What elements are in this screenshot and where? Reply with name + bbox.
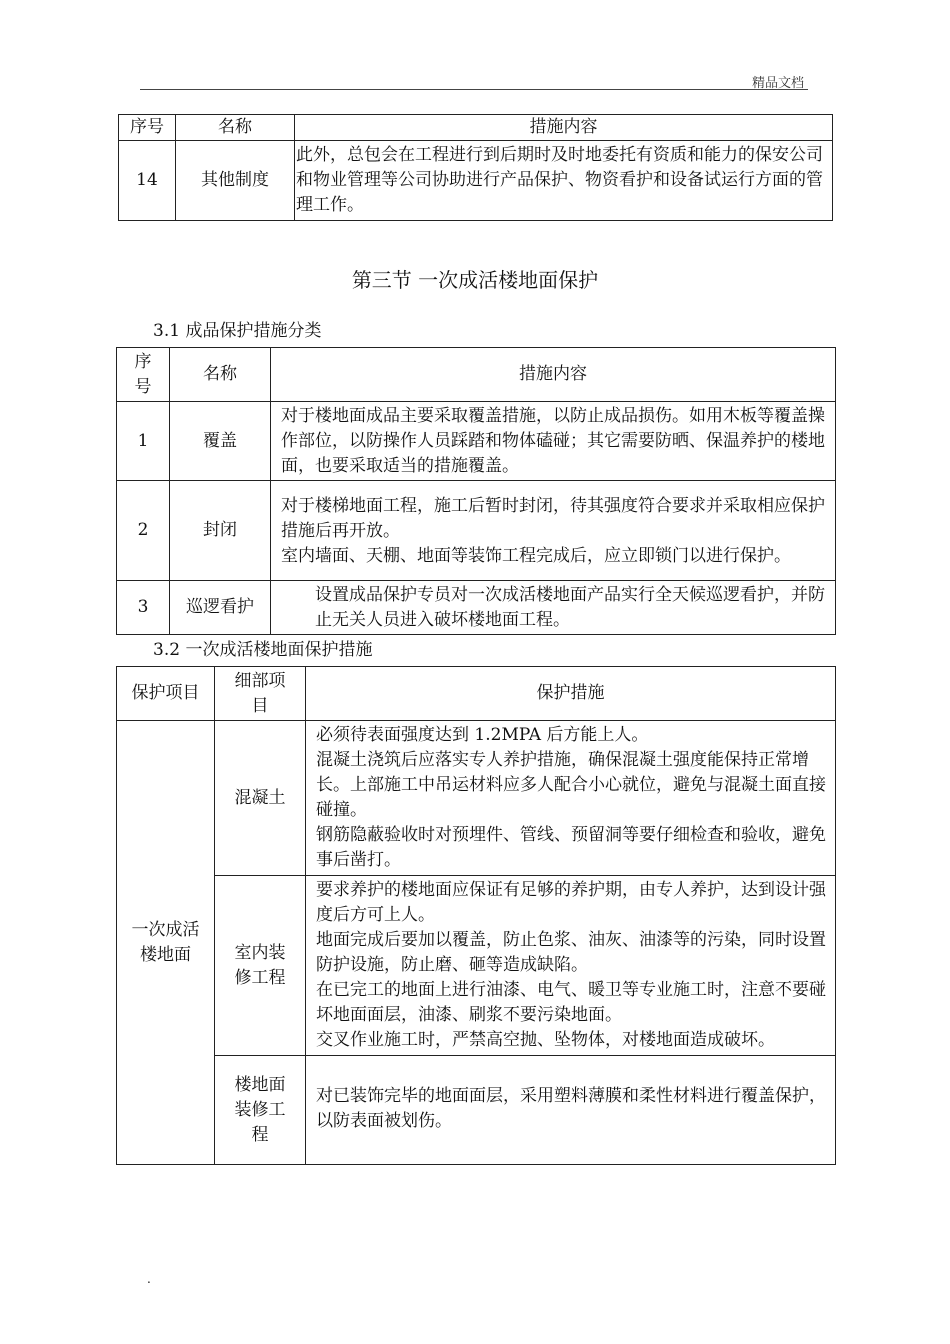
paragraph: 对于楼梯地面工程，施工后暂时封闭，待其强度符合要求并采取相应保护措施后再开放。: [281, 495, 825, 541]
header-cell-name: 名称: [170, 348, 271, 402]
paragraph: 交叉作业施工时，严禁高空抛、坠物体，对楼地面造成破坏。: [316, 1030, 775, 1050]
header-cell-name: 名称: [176, 115, 295, 141]
table-row: [117, 721, 836, 876]
group-cell: 一次成活楼地面: [117, 721, 215, 1165]
header-cell-content: 措施内容: [295, 115, 833, 141]
cell-content: [271, 581, 836, 635]
table-header-row: [117, 348, 836, 402]
table-row: [119, 141, 833, 221]
table-row: [117, 402, 836, 481]
header-cell-no: 序号: [117, 348, 170, 402]
cell-no: 14: [119, 141, 176, 221]
subsection-title-1: 3.1 成品保护措施分类: [153, 321, 322, 341]
footer-mark: .: [147, 1272, 151, 1286]
paragraph: 必须待表面强度达到 1.2MPA 后方能上人。: [316, 725, 649, 745]
cell-content: [271, 402, 836, 481]
paragraph: 要求养护的楼地面应保证有足够的养护期，由专人养护，达到设计强度后方可上人。: [316, 880, 826, 925]
cell-name: 封闭: [170, 481, 271, 581]
cell-no: 1: [117, 402, 170, 481]
cell-subitem: 混凝土: [215, 721, 306, 876]
table-row: [117, 481, 836, 581]
table-row: [117, 876, 836, 1056]
paragraph: 设置成品保护专员对一次成活楼地面产品实行全天候巡逻看护，并防止无关人员进入破坏楼地面工程。: [315, 585, 825, 630]
table-header-row: [117, 667, 836, 721]
paragraph: 地面完成后要加以覆盖，防止色浆、油灰、油漆等的污染，同时设置防护设施，防止磨、砸等造成缺陷。: [316, 930, 826, 975]
header-rule: [140, 89, 808, 90]
cell-measures: [306, 721, 836, 876]
table-continued: [118, 114, 833, 221]
cell-measures: [306, 1056, 836, 1165]
paragraph: 对于楼地面成品主要采取覆盖措施，以防止成品损伤。如用木板等覆盖操作部位，以防操作人员踩踏和物体磕碰；其它需要防晒、保温养护的楼地面，也要采取适当的措施覆盖。: [281, 406, 825, 476]
cell-no: 2: [117, 481, 170, 581]
cell-name: 巡逻看护: [170, 581, 271, 635]
cell-name: 其他制度: [176, 141, 295, 221]
section-title: 第三节 一次成活楼地面保护: [351, 268, 599, 292]
paragraph: 混凝土浇筑后应落实专人养护措施，确保混凝土强度能保持正常增长。上部施工中吊运材料应多人配合小心就位，避免与混凝土面直接碰撞。: [316, 750, 826, 820]
header-cell-no: 序号: [119, 115, 176, 141]
protection-measures-table: [116, 666, 836, 1165]
paragraph: 室内墙面、天棚、地面等装饰工程完成后，应立即锁门以进行保护。: [281, 545, 791, 566]
protection-category-table: [116, 347, 836, 635]
cell-content: 此外，总包会在工程进行到后期时及时地委托有资质和能力的保安公司和物业管理等公司协助进行产品保护、物资看护和设备试运行方面的管理工作。: [295, 141, 833, 221]
cell-subitem: 室内装修工程: [215, 876, 306, 1056]
table-row: [117, 1056, 836, 1165]
subsection-title-2: 3.2 一次成活楼地面保护措施: [153, 640, 373, 660]
cell-no: 3: [117, 581, 170, 635]
paragraph: 对已装饰完毕的地面面层，采用塑料薄膜和柔性材料进行覆盖保护，以防表面被划伤。: [316, 1086, 826, 1131]
table-header-row: [119, 115, 833, 141]
cell-subitem: 楼地面装修工程: [215, 1056, 306, 1165]
paragraph: 在已完工的地面上进行油漆、电气、暖卫等专业施工时，注意不要碰坏地面面层，油漆、刷浆不要污染地面。: [316, 980, 826, 1025]
header-cell-subitem: 细部项目: [215, 667, 306, 721]
header-label: 精品文档: [752, 76, 805, 91]
header-cell-measures: 保护措施: [306, 667, 836, 721]
header-cell-item: 保护项目: [117, 667, 215, 721]
cell-measures: [306, 876, 836, 1056]
cell-name: 覆盖: [170, 402, 271, 481]
table-row: [117, 581, 836, 635]
paragraph: 钢筋隐蔽验收时对预埋件、管线、预留洞等要仔细检查和验收，避免事后凿打。: [316, 825, 826, 870]
header-cell-content: 措施内容: [271, 348, 836, 402]
cell-content: [271, 481, 836, 581]
